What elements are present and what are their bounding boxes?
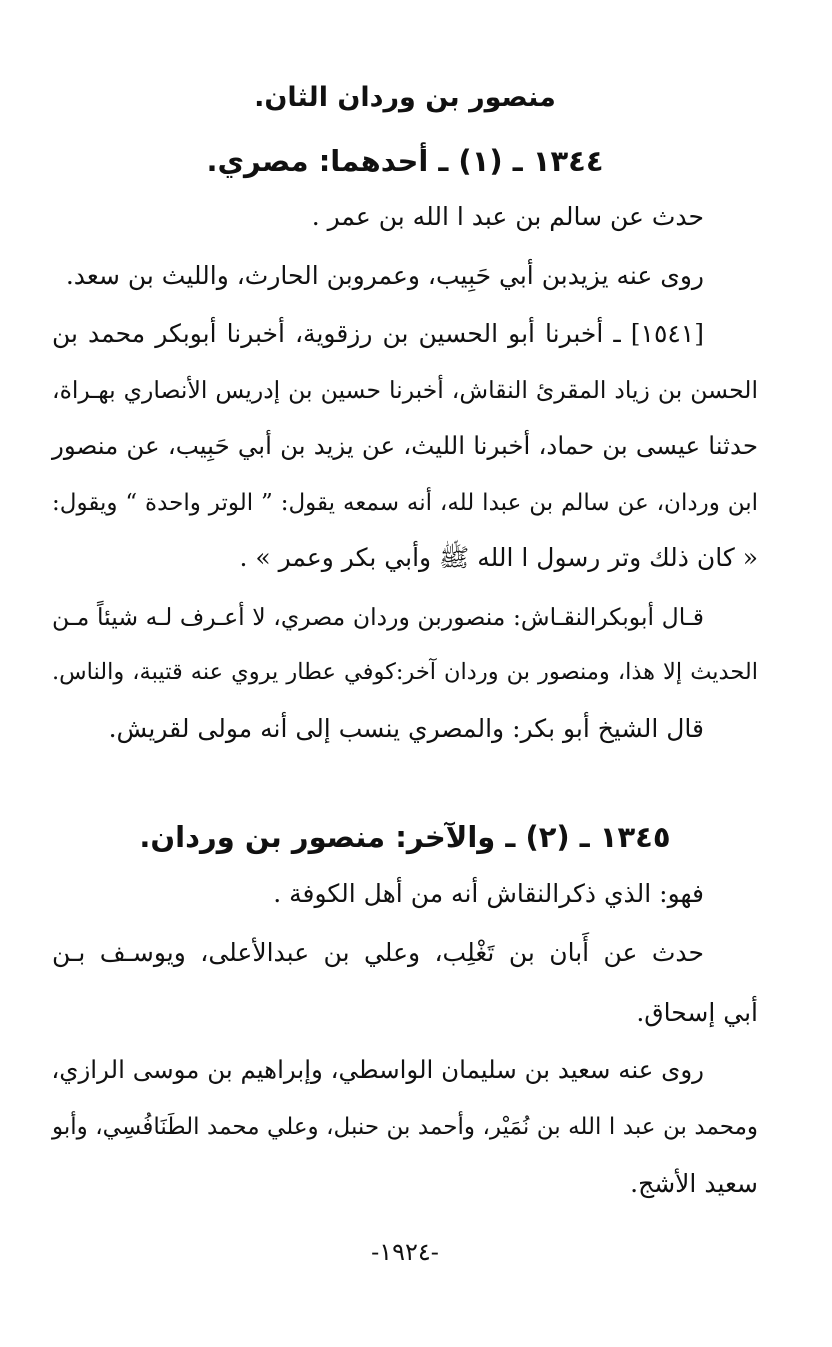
hadith-line: « كان ذلك وتر رسول ا الله ﷺ وأبي بكر وعمر » . xyxy=(239,543,758,572)
entry-1345-narrated-by-line: سعيد الأشج. xyxy=(630,1169,758,1198)
entry-1345-intro: فهو: الذي ذكرالنقاش أنه من أهل الكوفة . xyxy=(273,879,704,908)
entry-1344-narrated-from: حدث عن سالم بن عبد ا الله بن عمر . xyxy=(311,202,704,231)
entry-1345-narrated-by-line: روى عنه سعيد بن سليمان الواسطي، وإبراهيم بن موسى الرازي، xyxy=(51,1055,704,1084)
entry-1345-narrated-from-line: أبي إسحاق. xyxy=(636,998,758,1027)
hadith-line: الحسن بن زياد المقرئ النقاش، أخبرنا حسين بن إدريس الأنصاري بهـراة، xyxy=(52,376,758,404)
hadith-line: [١٥٤١] ـ أخبرنا أبو الحسين بن رزقوية، أخبرنا أبوبكر محمد بن xyxy=(52,319,704,348)
document-page xyxy=(52,0,758,1347)
entry-1344-heading: ١٣٤٤ ـ (١) ـ أحدهما: مصري. xyxy=(206,144,604,178)
entry-1345-heading: ١٣٤٥ ـ (٢) ـ والآخر: منصور بن وردان. xyxy=(139,820,671,854)
entry-name-heading: منصور بن وردان الثان. xyxy=(254,82,556,113)
hadith-line: حدثنا عيسى بن حماد، أخبرنا الليث، عن يزيد بن أبي حَبِيب، عن منصور xyxy=(52,431,758,460)
entry-1345-narrated-from-line: حدث عن أَبان بن تَغْلِب، وعلي بن عبدالأعلى، ويوسـف بـن xyxy=(52,938,705,967)
shaykh-comment: قال الشيخ أبو بكر: والمصري ينسب إلى أنه مولى لقريش. xyxy=(108,714,704,743)
entry-1344-narrated-by: روى عنه يزيدبن أبي حَبِيب، وعمروبن الحارث، والليث بن سعد. xyxy=(65,261,704,290)
naqqash-comment-line: الحديث إلا هذا، ومنصور بن وردان آخر:كوفي عطار يروي عنه قتيبة، والناس. xyxy=(52,659,758,685)
naqqash-comment-line: قـال أبوبكرالنقـاش: منصوربن وردان مصري، لا أعـرف لـه شيئاً مـن xyxy=(52,603,704,631)
page-number: -١٩٢٤- xyxy=(371,1238,439,1266)
entry-1345-narrated-by-line: ومحمد بن عبد ا الله بن نُمَيْر، وأحمد بن حنبل، وعلي محمد الطَنَافُسِي، وأبو xyxy=(52,1114,758,1140)
hadith-line: ابن وردان، عن سالم بن عبدا لله، أنه سمعه يقول: ” الوتر واحدة “ ويقول: xyxy=(52,490,758,516)
